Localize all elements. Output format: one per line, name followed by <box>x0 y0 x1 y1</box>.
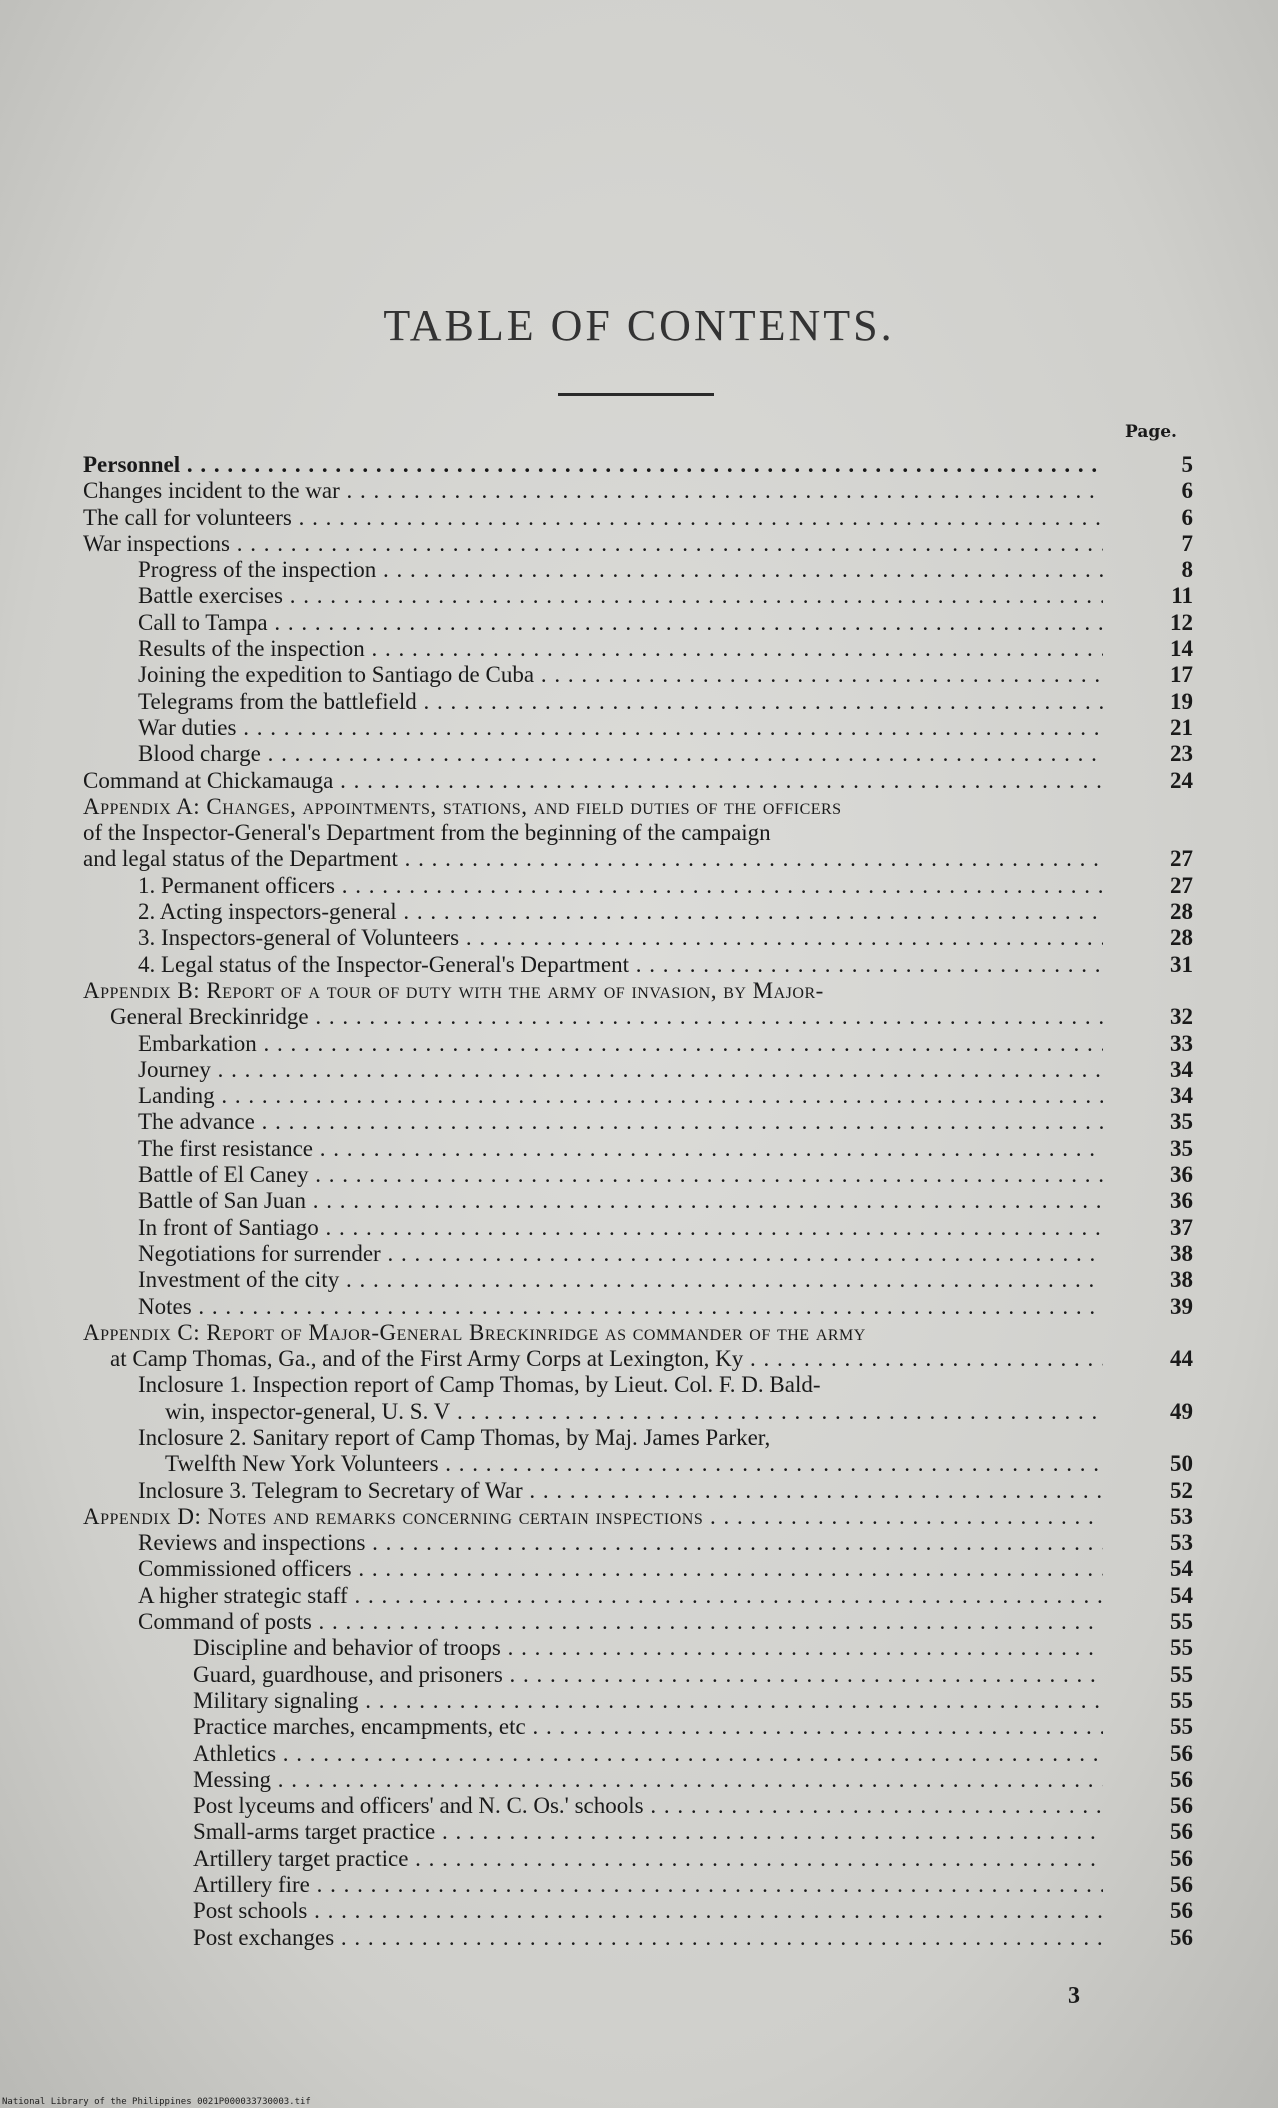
toc-entry-title: Journey . . . <box>138 1057 1103 1083</box>
toc-entry <box>83 1109 1193 1135</box>
toc-entry-title: War duties . . . <box>138 715 1103 741</box>
toc-entry-page: 35 <box>1170 1109 1193 1135</box>
toc-entry-title: 1. Permanent officers . . . <box>138 873 1103 899</box>
toc-entry-title: Twelfth New York Volunteers . . . <box>165 1451 1103 1477</box>
toc-entry-title: A higher strategic staff . . . <box>138 1583 1103 1609</box>
toc-entry-page: 28 <box>1170 925 1193 951</box>
toc-entry-title: Notes . . . <box>138 1294 1103 1320</box>
toc-entry-page: 27 <box>1170 846 1193 872</box>
toc-entry-page: 21 <box>1170 714 1193 740</box>
toc-entry-title: Results of the inspection . . . <box>138 636 1103 662</box>
toc-entry <box>83 899 1193 925</box>
toc-entry <box>83 1188 1193 1214</box>
toc-entry <box>83 662 1193 688</box>
toc-entry-title: Athletics . . . <box>193 1741 1103 1767</box>
toc-entry-page: 56 <box>1170 1898 1193 1924</box>
toc-entry-title: Landing . . . <box>138 1083 1103 1109</box>
toc-entry-title: win, inspector-general, U. S. V . . . <box>165 1399 1103 1425</box>
toc-entry-title: Appendix B: Report of a tour of duty with the army of invasion, by Major- <box>83 977 824 1003</box>
toc-entry-page: 31 <box>1170 951 1193 977</box>
toc-entry <box>83 636 1193 662</box>
toc-entry <box>83 1399 1193 1425</box>
toc-entry-page: 56 <box>1170 1793 1193 1819</box>
toc-entry <box>83 925 1193 951</box>
toc-entry <box>83 1451 1193 1477</box>
toc-entry <box>83 1662 1193 1688</box>
toc-entry-page: 56 <box>1170 1924 1193 1950</box>
toc-entry-page: 34 <box>1170 1056 1193 1082</box>
toc-entry <box>83 1136 1193 1162</box>
toc-entry-title: Embarkation . . . <box>138 1031 1103 1057</box>
toc-entry <box>83 1004 1193 1030</box>
toc-entry <box>83 1635 1193 1661</box>
toc-entry-title: Inclosure 3. Telegram to Secretary of War . . . <box>138 1478 1103 1504</box>
toc-entry-page: 49 <box>1170 1398 1193 1424</box>
toc-entry-page: 54 <box>1170 1556 1193 1582</box>
toc-entry-page: 33 <box>1170 1030 1193 1056</box>
toc-entry-page: 7 <box>1181 530 1193 556</box>
toc-entry-page: 53 <box>1170 1503 1193 1529</box>
toc-entry-page: 23 <box>1170 741 1193 767</box>
page-title: TABLE OF CONTENTS. <box>383 301 895 350</box>
toc-entry-page: 56 <box>1170 1766 1193 1792</box>
toc-entry-page: 12 <box>1170 609 1193 635</box>
toc-entry-page: 50 <box>1170 1451 1193 1477</box>
toc-entry <box>83 1819 1193 1845</box>
toc-entry-title: Call to Tampa . . . <box>138 610 1103 636</box>
toc-entry-title: Commissioned officers . . . <box>138 1556 1103 1582</box>
toc-entry <box>83 1478 1193 1504</box>
toc-entry <box>83 1583 1193 1609</box>
toc-entry-title: War inspections . . . <box>83 531 1103 557</box>
page-column-header: Page. <box>1125 422 1177 442</box>
toc-entry-page: 6 <box>1181 478 1193 504</box>
toc-entry-title: Appendix A: Changes, appointments, stations, and field duties of the officers <box>83 793 842 819</box>
toc-entry <box>83 1162 1193 1188</box>
toc-entry <box>83 1793 1193 1819</box>
toc-entry <box>83 557 1193 583</box>
toc-entry <box>83 1504 1193 1530</box>
toc-entry-page: 19 <box>1170 688 1193 714</box>
toc-entry-page: 54 <box>1170 1582 1193 1608</box>
toc-entry <box>83 1241 1193 1267</box>
toc-entry-title: Small-arms target practice . . . <box>193 1819 1103 1845</box>
toc-entry-title: Command of posts . . . <box>138 1609 1103 1635</box>
toc-entry <box>83 1688 1193 1714</box>
toc-entry-page: 8 <box>1181 557 1193 583</box>
toc-entry-title: Joining the expedition to Santiago de Cuba . . . <box>138 662 1103 688</box>
toc-entry <box>83 1215 1193 1241</box>
toc-entry-title: 3. Inspectors-general of Volunteers . . . <box>138 925 1103 951</box>
toc-entry <box>83 741 1193 767</box>
toc-entry <box>83 1031 1193 1057</box>
toc-entry-title: Messing . . . <box>193 1767 1103 1793</box>
toc-entry-title: Battle of El Caney . . . <box>138 1162 1103 1188</box>
toc-entry-title: Personnel . . . <box>83 452 1103 478</box>
toc-entry-title: Inclosure 1. Inspection report of Camp Thomas, by Lieut. Col. F. D. Bald- <box>138 1372 821 1398</box>
toc-entry-title: Military signaling . . . <box>193 1688 1103 1714</box>
toc-entry-page: 14 <box>1170 636 1193 662</box>
toc-entry-page: 55 <box>1170 1714 1193 1740</box>
toc-entry-page: 36 <box>1170 1188 1193 1214</box>
toc-entry <box>83 689 1193 715</box>
toc-entry-page: 11 <box>1171 583 1193 609</box>
toc-entry-page: 55 <box>1170 1609 1193 1635</box>
toc-entry-title: Negotiations for surrender . . . <box>138 1241 1103 1267</box>
toc-entry-title: The advance . . . <box>138 1109 1103 1135</box>
toc-entry-title: Post exchanges . . . <box>193 1925 1103 1951</box>
toc-entry-page: 27 <box>1170 872 1193 898</box>
toc-entry-page: 17 <box>1170 662 1193 688</box>
toc-entry-title: 2. Acting inspectors-general . . . <box>138 899 1103 925</box>
toc-entry-page: 38 <box>1170 1240 1193 1266</box>
toc-entry <box>83 794 1193 820</box>
toc-entry-title: 4. Legal status of the Inspector-General's Department . . . <box>138 952 1103 978</box>
toc-entry-title: Changes incident to the war . . . <box>83 478 1103 504</box>
toc-entry-page: 38 <box>1170 1267 1193 1293</box>
toc-entry-page: 5 <box>1181 452 1193 477</box>
toc-entry-title: Post schools . . . <box>193 1898 1103 1924</box>
toc-entry-page: 56 <box>1170 1740 1193 1766</box>
toc-entry-page: 53 <box>1170 1530 1193 1556</box>
toc-entry <box>83 1267 1193 1293</box>
toc-entry-title: Inclosure 2. Sanitary report of Camp Thomas, by Maj. James Parker, <box>138 1424 771 1450</box>
toc-entry-title: at Camp Thomas, Ga., and of the First Army Corps at Lexington, Ky . . . <box>110 1346 1103 1372</box>
toc-entry-title: General Breckinridge . . . <box>110 1004 1103 1030</box>
toc-entry <box>83 1556 1193 1582</box>
toc-entry <box>83 1057 1193 1083</box>
toc-entry-title: Artillery target practice . . . <box>193 1846 1103 1872</box>
toc-entry <box>83 1767 1193 1793</box>
toc-entry-title: Post lyceums and officers' and N. C. Os.' schools . . . <box>193 1793 1103 1819</box>
page-folio: 3 <box>1068 1983 1080 2009</box>
toc-entry-page: 55 <box>1170 1661 1193 1687</box>
toc-entry-page: 56 <box>1170 1845 1193 1871</box>
toc-entry-page: 52 <box>1170 1477 1193 1503</box>
toc-entry-page: 6 <box>1181 504 1193 530</box>
toc-entry <box>83 505 1193 531</box>
toc-entry <box>83 1714 1193 1740</box>
toc-entry <box>83 1898 1193 1924</box>
toc-entry-title: Battle exercises . . . <box>138 583 1103 609</box>
toc-entry <box>83 1083 1193 1109</box>
toc-entry-title: The call for volunteers . . . <box>83 505 1103 531</box>
toc-entry-title: Reviews and inspections . . . <box>138 1530 1103 1556</box>
toc-entry-title: Guard, guardhouse, and prisoners . . . <box>193 1662 1103 1688</box>
toc-entry-page: 28 <box>1170 899 1193 925</box>
toc-entry-page: 39 <box>1170 1293 1193 1319</box>
toc-entry <box>83 1609 1193 1635</box>
toc-entry-title: The first resistance . . . <box>138 1136 1103 1162</box>
toc-entry <box>83 1425 1193 1451</box>
toc-list <box>83 452 1193 1951</box>
toc-entry-page: 35 <box>1170 1135 1193 1161</box>
toc-entry-title: Progress of the inspection . . . <box>138 557 1103 583</box>
toc-entry-title: Blood charge . . . <box>138 741 1103 767</box>
toc-entry-title: Appendix D: Notes and remarks concerning certain inspections . . . <box>83 1504 1103 1530</box>
toc-entry-page: 37 <box>1170 1214 1193 1240</box>
toc-entry <box>83 1294 1193 1320</box>
toc-entry-page: 34 <box>1170 1083 1193 1109</box>
toc-entry <box>83 1741 1193 1767</box>
toc-entry <box>83 978 1193 1004</box>
toc-entry <box>83 1872 1193 1898</box>
toc-entry-page: 56 <box>1170 1872 1193 1898</box>
toc-entry-title: Discipline and behavior of troops . . . <box>193 1635 1103 1661</box>
toc-entry <box>83 873 1193 899</box>
toc-entry-title: Command at Chickamauga . . . <box>83 768 1103 794</box>
scan-footer: National Library of the Philippines 0021P000033730003.tif <box>2 2097 311 2107</box>
toc-entry <box>83 1846 1193 1872</box>
toc-entry <box>83 452 1193 478</box>
toc-entry-page: 44 <box>1170 1346 1193 1372</box>
toc-entry-title: and legal status of the Department . . . <box>83 846 1103 872</box>
toc-entry-title: In front of Santiago . . . <box>138 1215 1103 1241</box>
toc-entry <box>83 1346 1193 1372</box>
toc-entry <box>83 1530 1193 1556</box>
toc-entry <box>83 952 1193 978</box>
toc-entry-page: 32 <box>1170 1004 1193 1030</box>
toc-entry-page: 24 <box>1170 767 1193 793</box>
toc-entry-page: 55 <box>1170 1687 1193 1713</box>
toc-entry <box>83 583 1193 609</box>
toc-entry <box>83 531 1193 557</box>
toc-entry <box>83 768 1193 794</box>
toc-entry <box>83 715 1193 741</box>
toc-entry <box>83 846 1193 872</box>
toc-entry-title: Appendix C: Report of Major-General Breckinridge as commander of the army <box>83 1319 866 1345</box>
toc-entry <box>83 610 1193 636</box>
toc-entry-title: Investment of the city . . . <box>138 1267 1103 1293</box>
toc-entry-title: of the Inspector-General's Department from the beginning of the campaign <box>83 820 771 846</box>
toc-entry <box>83 1925 1193 1951</box>
toc-entry <box>83 820 1193 846</box>
toc-entry <box>83 1372 1193 1398</box>
toc-entry <box>83 478 1193 504</box>
toc-entry-title: Artillery fire . . . <box>193 1872 1103 1898</box>
toc-entry-page: 55 <box>1170 1635 1193 1661</box>
toc-entry-page: 36 <box>1170 1162 1193 1188</box>
toc-entry-page: 56 <box>1170 1819 1193 1845</box>
toc-entry-title: Telegrams from the battlefield . . . <box>138 689 1103 715</box>
toc-entry-title: Battle of San Juan . . . <box>138 1188 1103 1214</box>
toc-entry <box>83 1320 1193 1346</box>
title-rule <box>558 393 714 396</box>
toc-entry-title: Practice marches, encampments, etc . . . <box>193 1714 1103 1740</box>
